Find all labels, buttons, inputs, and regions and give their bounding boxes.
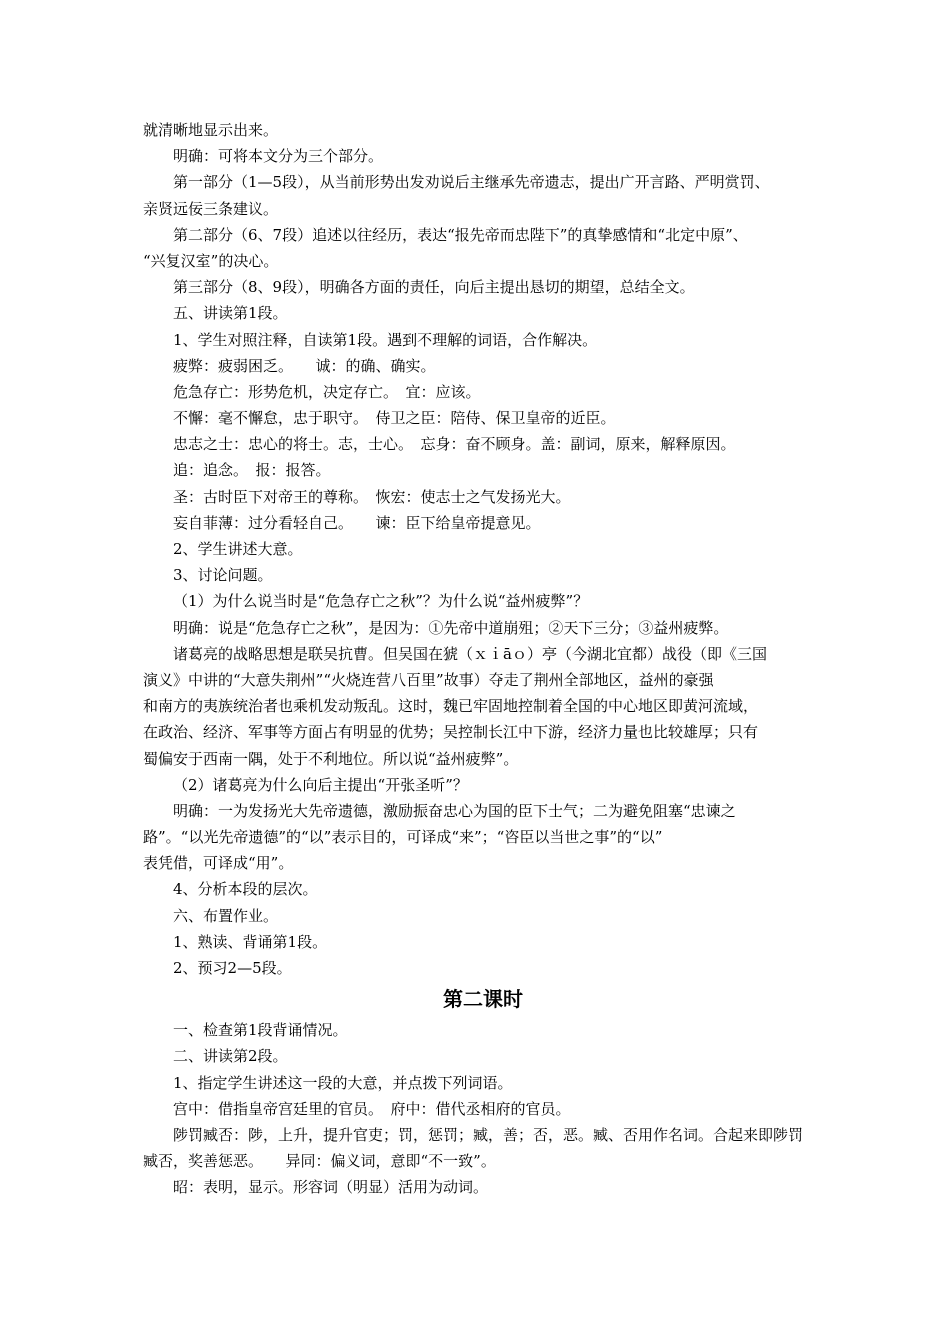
text-line: 陟罚臧否：陟，上升，提升官吏；罚，惩罚；臧，善；否，恶。臧、否用作名词。合起来即陟罚 xyxy=(173,1125,804,1144)
text-line: 路”。“以光先帝遗德”的“以”表示目的，可译成“来”；“咨臣以当世之事”的“以” xyxy=(143,828,663,847)
text-line: 明确：可将本文分为三个部分。 xyxy=(173,147,384,166)
text-line: 演义》中讲的“大意失荆州”“火烧连营八百里”故事）夺走了荆州全部地区，益州的豪强 xyxy=(143,670,714,689)
section-heading: 第二课时 xyxy=(443,987,523,1012)
text-line: 1、指定学生讲述这一段的大意，并点拨下列词语。 xyxy=(173,1073,513,1092)
text-line: 亲贤远佞三条建议。 xyxy=(143,199,279,218)
text-line: 就清晰地显示出来。 xyxy=(143,121,279,139)
text-line: 2、学生讲述大意。 xyxy=(173,540,303,558)
text-line: 危急存亡：形势危机，决定存亡。 宜：应该。 xyxy=(173,382,481,401)
text-line: 明确：说是“危急存亡之秋”，是因为：①先帝中道崩殂；②天下三分；③益州疲弊。 xyxy=(173,618,729,637)
text-line: 1、熟读、背诵第1段。 xyxy=(173,932,328,951)
text-line: 五、讲读第1段。 xyxy=(173,304,288,323)
text-line: 二、讲读第2段。 xyxy=(173,1047,288,1066)
text-line: 诸葛亮的战略思想是联吴抗曹。但吴国在猇（ｘｉāｏ）亭（今湖北宜都）战役（即《三国 xyxy=(173,644,767,663)
text-line: 表凭借，可译成“用”。 xyxy=(143,854,294,873)
text-line: 忠志之士：忠心的将士。志，士心。 忘身：奋不顾身。盖：副词，原来，解释原因。 xyxy=(173,435,736,454)
text-line: 明确：一为发扬光大先帝遗德，激励振奋忠心为国的臣下士气；二为避免阻塞“忠谏之 xyxy=(173,801,736,820)
text-line: “兴复汉室”的决心。 xyxy=(143,251,279,270)
text-line: 一、检查第1段背诵情况。 xyxy=(173,1021,348,1040)
text-line: （2）诸葛亮为什么向后主提出“开张圣听”？ xyxy=(173,775,468,794)
text-line: 2、预习2—5段。 xyxy=(173,959,292,977)
text-line: 昭：表明，显示。形容词（明显）活用为动词。 xyxy=(173,1178,489,1197)
text-line: 第一部分（1—5段），从当前形势出发劝说后主继承先帝遗志，提出广开言路、严明赏罚、 xyxy=(173,173,770,192)
body-text-top xyxy=(143,117,823,981)
text-line: 在政治、经济、军事等方面占有明显的优势；吴控制长江中下游，经济力量也比较雄厚；只有 xyxy=(143,723,759,742)
text-line: 不懈：毫不懈怠，忠于职守。 侍卫之臣：陪侍、保卫皇帝的近臣。 xyxy=(173,409,616,428)
text-line: 臧否，奖善惩恶。 异同：偏义词，意即“不一致”。 xyxy=(143,1152,496,1171)
text-line: 圣：古时臣下对帝王的尊称。 恢宏：使志士之气发扬光大。 xyxy=(173,487,571,506)
document-page xyxy=(143,117,823,1201)
text-line: 宫中：借指皇帝宫廷里的官员。 府中：借代丞相府的官员。 xyxy=(173,1099,571,1118)
text-line: 和南方的夷族统治者也乘机发动叛乱。这时，魏已牢固地控制着全国的中心地区即黄河流域， xyxy=(143,697,759,716)
text-line: 第三部分（8、9段），明确各方面的责任，向后主提出恳切的期望，总结全文。 xyxy=(173,278,695,297)
text-line: （1）为什么说当时是“危急存亡之秋”？为什么说“益州疲弊”？ xyxy=(173,592,589,611)
text-line: 3、讨论问题。 xyxy=(173,566,273,585)
text-line: 妄自菲薄：过分看轻自己。 谏：臣下给皇帝提意见。 xyxy=(173,513,541,532)
text-line: 追：追念。 报：报答。 xyxy=(173,461,331,480)
text-line: 疲弊：疲弱困乏。 诚：的确、确实。 xyxy=(173,356,436,375)
text-line: 六、布置作业。 xyxy=(173,906,279,925)
body-text-bottom xyxy=(143,1017,823,1200)
text-line: 第二部分（6、7段）追述以往经历，表达“报先帝而忠陛下”的真挚感情和“北定中原”、 xyxy=(173,225,748,244)
text-line: 1、学生对照注释，自读第1段。遇到不理解的词语，合作解决。 xyxy=(173,330,598,349)
text-line: 4、分析本段的层次。 xyxy=(173,880,318,899)
text-line: 蜀偏安于西南一隅，处于不利地位。所以说“益州疲弊”。 xyxy=(143,749,519,768)
